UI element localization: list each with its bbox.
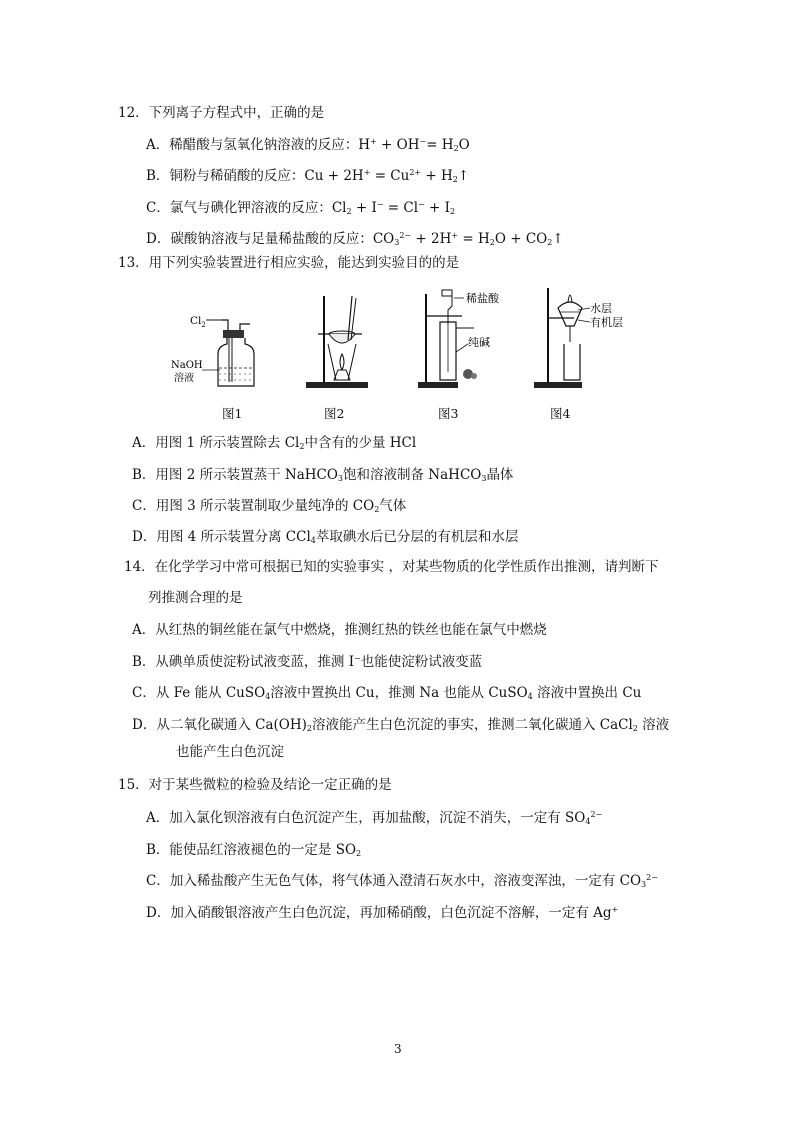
q13-option-d: D．用图 4 所示装置分离 CCl$_4$萃取碘水后已分层的有机层和水层 bbox=[132, 529, 519, 545]
q12-option-a: A．稀醋酸与氢氧化钠溶液的反应：$H^+ + OH^-= H_2O$ bbox=[146, 137, 470, 153]
q14-option-b: B．从碘单质使淀粉试液变蓝，推测 I−也能使淀粉试液变蓝 bbox=[132, 654, 483, 670]
q12-option-b: B．铜粉与稀硝酸的反应：$Cu + 2H^+ = Cu^{2+}$ + $H_2↑$ bbox=[146, 168, 470, 184]
q14-option-c: C．从 Fe 能从 CuSO$_4$溶液中置换出 Cu，推测 Na 也能从 CuSO$_4$ 溶液中置换出 Cu bbox=[132, 685, 642, 701]
figure-1-caption: 图1 bbox=[222, 406, 243, 421]
fig3-base-label: 纯碱 bbox=[468, 336, 490, 349]
q13-option-a: A．用图 1 所示装置除去 $Cl_2$中含有的少量 HCl bbox=[132, 435, 417, 451]
fig4-organic-layer-label: 有机层 bbox=[590, 316, 623, 329]
q15-option-c: C．加入稀盐酸产生无色气体，将气体通入澄清石灰水中，溶液变浑浊，一定有 $CO_3^{2-}$ bbox=[146, 873, 658, 889]
q12-option-c: C．氯气与碘化钾溶液的反应：$Cl_2 + I^- = Cl^- + I_2$ bbox=[146, 200, 456, 216]
q15-option-a: A．加入氯化钡溶液有白色沉淀产生，再加盐酸，沉淀不消失，一定有 $SO_4^{2-}$ bbox=[146, 810, 603, 826]
fig1-solution-label-1: NaOH bbox=[171, 360, 203, 371]
fig1-gas-label: $Cl_2$ bbox=[190, 315, 206, 329]
q14-stem-line-2: 列推测合理的是 bbox=[148, 590, 243, 606]
q14-option-d-continued: 也能产生白色沉淀 bbox=[176, 744, 284, 760]
fig4-water-layer-label: 水层 bbox=[590, 302, 612, 315]
figure-1-gas-washing-bottle bbox=[168, 282, 278, 392]
q12-option-d: D．碳酸钠溶液与足量稀盐酸的反应：$CO_3^{2-} + 2H^+ = H_2O$ + $CO_2↑$ bbox=[146, 231, 564, 247]
q15-option-b: B．能使品红溶液褪色的一定是 $SO_2$ bbox=[146, 842, 362, 858]
figure-4-separatory-funnel bbox=[528, 282, 638, 392]
figure-4-caption: 图4 bbox=[550, 406, 571, 421]
fig1-solution-label-2: 溶液 bbox=[174, 373, 194, 384]
figure-3-caption: 图3 bbox=[438, 406, 459, 421]
figure-3-gas-generation bbox=[412, 282, 522, 392]
q15-option-d: D．加入硝酸银溶液产生白色沉淀，再加稀硝酸，白色沉淀不溶解，一定有 Ag+ bbox=[146, 905, 619, 921]
q14-option-a: A．从红热的铜丝能在氯气中燃烧，推测红热的铁丝也能在氯气中燃烧 bbox=[132, 622, 547, 638]
q13-option-c: C．用图 3 所示装置制取少量纯净的 $CO_2$气体 bbox=[132, 498, 407, 514]
page-number: 3 bbox=[394, 1042, 402, 1056]
figure-2-evaporation-setup bbox=[300, 282, 380, 392]
q14-stem-line-1: 14．在化学学习中常可根据已知的实验事实 ，对某些物质的化学性质作出推测，请判断下 bbox=[124, 559, 659, 575]
q15-stem: 15．对于某些微粒的检验及结论一定正确的是 bbox=[118, 777, 392, 793]
figure-2-caption: 图2 bbox=[324, 406, 345, 421]
q13-option-b: B．用图 2 所示装置蒸干 NaHCO$_3$饱和溶液制备 NaHCO$_3$晶体 bbox=[132, 467, 514, 483]
fig3-acid-label: 稀盐酸 bbox=[466, 292, 499, 305]
q14-option-d: D．从二氧化碳通入 $Ca(OH)_2$溶液能产生白色沉淀的事实，推测二氧化碳通入 CaCl$_2$ 溶液 bbox=[132, 717, 670, 733]
q13-stem: 13．用下列实验装置进行相应实验，能达到实验目的的是 bbox=[118, 255, 460, 271]
q12-stem: 12．下列离子方程式中，正确的是 bbox=[118, 105, 325, 121]
